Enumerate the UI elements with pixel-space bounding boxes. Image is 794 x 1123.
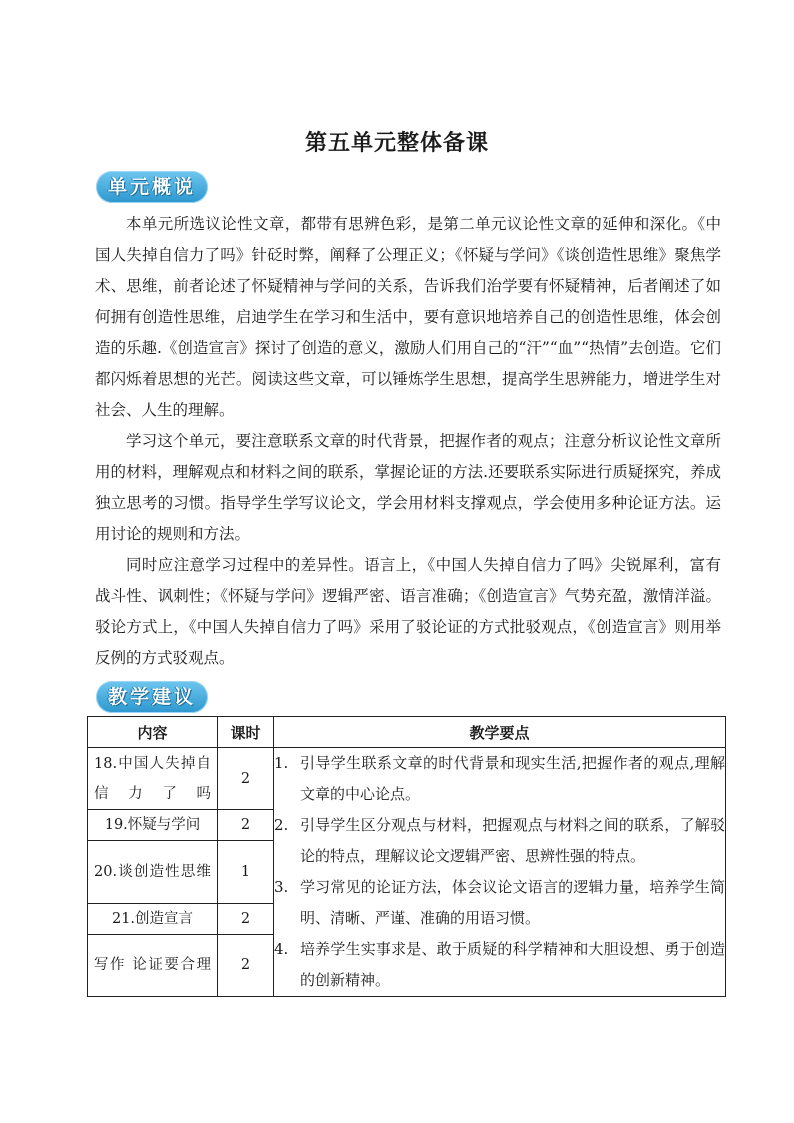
lesson-title: 20.谈创造性思维	[94, 864, 211, 880]
key-points-cell	[274, 748, 726, 997]
key-point-text: 引导学生联系文章的时代背景和现实生活,把握作者的观点,理解文章的中心论点。	[300, 754, 725, 803]
key-point	[274, 872, 725, 934]
section-badge-teaching-suggestions: 教学建议	[96, 681, 208, 713]
key-point	[274, 810, 725, 872]
hours-cell: 1	[218, 841, 274, 903]
hours-cell: 2	[218, 934, 274, 996]
lesson-title: 写作 论证要合理	[94, 957, 211, 974]
lesson-cell	[88, 810, 218, 841]
key-point	[274, 934, 725, 996]
key-point-number: 2.	[274, 816, 289, 834]
table-header-row	[88, 717, 726, 748]
teaching-plan-table	[87, 716, 726, 997]
header-content: 内容	[88, 717, 218, 748]
hours-cell: 2	[218, 748, 274, 810]
lesson-title: 18.中国人失掉自信力了吗	[94, 755, 211, 802]
page-title: 第五单元整体备课	[304, 130, 489, 156]
header-hours: 课时	[218, 717, 274, 748]
overview-paragraph-2: 学习这个单元，要注意联系文章的时代背景，把握作者的观点；注意分析议论性文章所用的材料，理解观点和材料之间的联系，掌握论证的方法.还要联系实际进行质疑探究，养成独立思考的习惯。指导学生学写议论文，学会用材料支撑观点，学会使用多种论证方法。运用讨论的规则和方法。	[95, 432, 721, 543]
overview-paragraph-3: 同时应注意学习过程中的差异性。语言上，《中国人失掉自信力了吗》尖锐犀利，富有战斗性、讽刺性；《怀疑与学问》逻辑严密、语言准确；《创造宣言》气势充盈，激情洋溢。驳论方式上，《中国人失掉自信力了吗》采用了驳论证的方式批驳观点，《创造宣言》则用举反例的方式驳观点。	[95, 556, 721, 667]
key-point-number: 3.	[274, 878, 289, 896]
overview-paragraph-1: 本单元所选议论性文章，都带有思辨色彩，是第二单元议论性文章的延伸和深化。《中国人失掉自信力了吗》针砭时弊，阐释了公理正义；《怀疑与学问》《谈创造性思维》聚焦学术、思维，前者论述了怀疑精神与学问的关系，告诉我们治学要有怀疑精神，后者阐述了如何拥有创造性思维，启迪学生在学习和生活中，要有意识地培养自己的创造性思维，体会创造的乐趣.《创造宣言》探讨了创造的意义，激励人们用自己的“汗”“血”“热情”去创造。它们都闪烁着思想的光芒。阅读这些文章，可以锤炼学生思想，提高学生思辨能力，增进学生对社会、人生的理解。	[95, 215, 721, 419]
key-point	[274, 748, 725, 810]
lesson-cell	[88, 903, 218, 934]
lesson-cell	[88, 748, 218, 810]
hours-cell: 2	[218, 810, 274, 841]
key-point-number: 1.	[274, 754, 289, 772]
table-row	[88, 748, 726, 810]
key-point-text: 引导学生区分观点与材料，把握观点与材料之间的联系，了解驳论的特点，理解议论文逻辑严密、思辨性强的特点。	[300, 816, 725, 865]
lesson-cell	[88, 934, 218, 996]
lesson-title: 21.创造宣言	[111, 910, 194, 927]
key-point-text: 学习常见的论证方法，体会议论文语言的逻辑力量，培养学生简明、清晰、严谨、准确的用语习惯。	[300, 878, 725, 927]
lesson-cell	[88, 841, 218, 903]
key-point-number: 4.	[274, 940, 289, 958]
lesson-title: 19.怀疑与学问	[104, 817, 201, 834]
hours-cell: 2	[218, 903, 274, 934]
key-point-text: 培养学生实事求是、敢于质疑的科学精神和大胆设想、勇于创造的创新精神。	[300, 940, 725, 989]
section-badge-overview: 单元概说	[96, 171, 208, 203]
header-key-points: 教学要点	[274, 717, 726, 748]
